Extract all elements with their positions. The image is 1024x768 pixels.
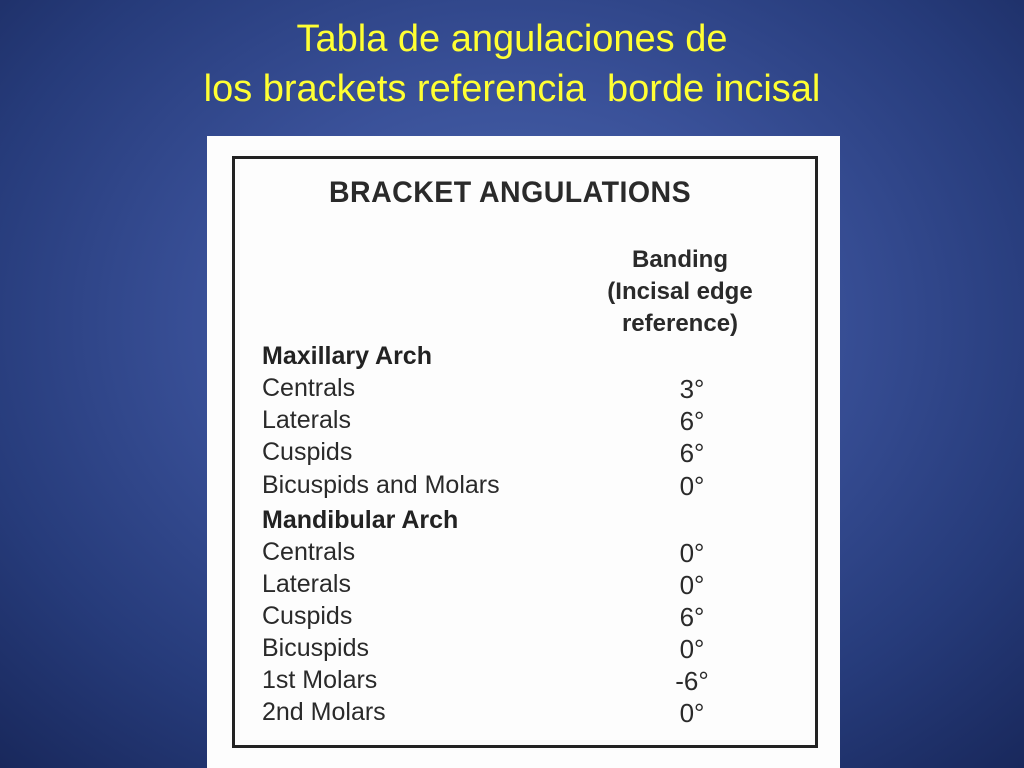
row-label: 2nd Molars [262, 698, 386, 726]
row-label: Bicuspids [262, 634, 369, 662]
banding-column-header [585, 244, 775, 340]
table-row-mandibular-cuspids [262, 602, 782, 634]
row-value: 0° [679, 570, 705, 600]
section-maxillary-arch: Maxillary Arch [262, 342, 432, 370]
section-mandibular-arch: Mandibular Arch [262, 506, 459, 534]
row-label: Cuspids [262, 602, 353, 630]
row-label: Laterals [262, 406, 351, 434]
row-value: 0° [679, 698, 705, 728]
row-value: 0° [679, 538, 705, 568]
slide-title-line-2: los brackets referencia borde incisal [203, 68, 821, 110]
row-label: 1st Molars [262, 666, 378, 694]
row-value: 0° [679, 471, 705, 501]
row-value: -6° [675, 666, 709, 696]
scanned-table-image [207, 136, 840, 768]
row-label: Cuspids [262, 438, 353, 466]
column-header-line-2: (Incisal edge [607, 278, 753, 305]
table-row-maxillary-laterals [262, 406, 782, 438]
column-header-line-1: Banding [632, 246, 728, 273]
row-value: 6° [679, 438, 705, 468]
table-heading: BRACKET ANGULATIONS [329, 176, 692, 209]
table-row-mandibular-1st-molars [262, 666, 782, 698]
row-value: 6° [679, 602, 705, 632]
table-row-maxillary-cuspids [262, 438, 782, 470]
row-label: Laterals [262, 570, 351, 598]
slide-title-line-1: Tabla de angulaciones de [296, 18, 728, 60]
table-row-maxillary-bicuspids-molars [262, 471, 782, 503]
table-row-mandibular-centrals [262, 538, 782, 570]
slide-title [0, 14, 1024, 114]
row-value: 6° [679, 406, 705, 436]
row-value: 0° [679, 634, 705, 664]
table-row-mandibular-bicuspids [262, 634, 782, 666]
row-value: 3° [679, 374, 705, 404]
table-row-mandibular-2nd-molars [262, 698, 782, 730]
table-row-maxillary-centrals [262, 374, 782, 406]
row-label: Centrals [262, 538, 356, 566]
table-row-mandibular-laterals [262, 570, 782, 602]
row-label: Centrals [262, 374, 356, 402]
row-label: Bicuspids and Molars [262, 471, 500, 499]
column-header-line-3: reference) [621, 310, 739, 337]
